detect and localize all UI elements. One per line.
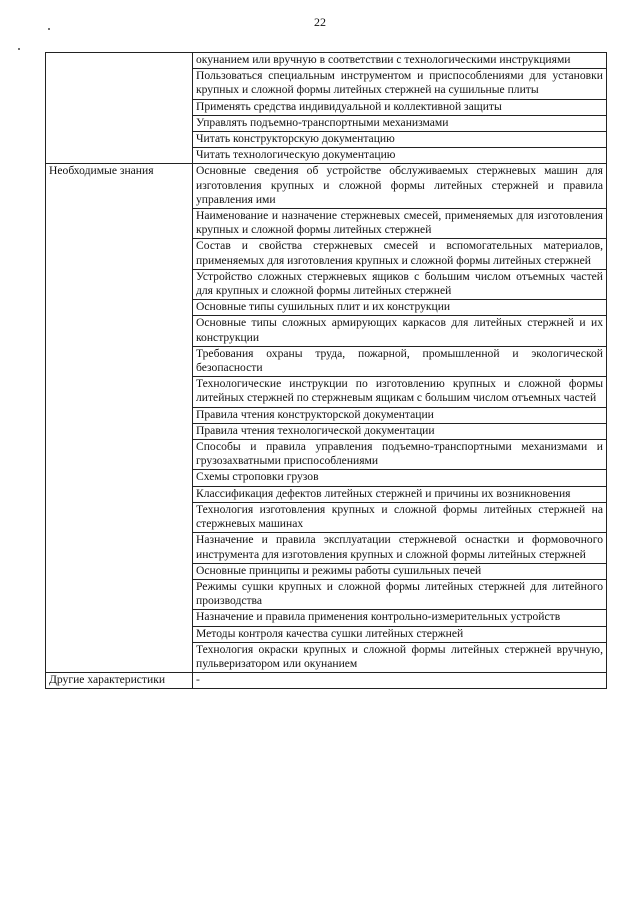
row-label-cell: Необходимые знания (46, 164, 193, 209)
row-label-cell (46, 470, 193, 486)
skills-row (46, 148, 607, 164)
row-text-cell: Основные сведения об устройстве обслуживаемых стержневых машин для изготовления крупных и сложной формы литейных стержней и правила управления ими (193, 164, 607, 209)
knowledge-row (46, 346, 607, 376)
row-label-cell (46, 69, 193, 99)
skills-row (46, 99, 607, 115)
knowledge-row (46, 579, 607, 609)
skills-row (46, 115, 607, 131)
row-text-cell: Основные принципы и режимы работы сушильных печей (193, 563, 607, 579)
row-label-cell (46, 132, 193, 148)
row-text-cell: Читать технологическую документацию (193, 148, 607, 164)
row-label-cell (46, 99, 193, 115)
knowledge-row (46, 610, 607, 626)
row-label-cell (46, 115, 193, 131)
knowledge-row (46, 316, 607, 346)
row-label-cell (46, 209, 193, 239)
row-text-cell: Наименование и назначение стержневых смесей, применяемых для изготовления крупных и сложной формы литейных стержней (193, 209, 607, 239)
row-label-cell (46, 610, 193, 626)
row-label-cell (46, 533, 193, 563)
knowledge-row (46, 377, 607, 407)
other-row (46, 673, 607, 689)
row-text-cell: Схемы строповки грузов (193, 470, 607, 486)
row-label-cell (46, 423, 193, 439)
row-text-cell: Правила чтения конструкторской документации (193, 407, 607, 423)
row-text-cell: Пользоваться специальным инструментом и приспособлениями для установки крупных и сложной формы литейных стержней на сушильные плиты (193, 69, 607, 99)
row-text-cell: Состав и свойства стержневых смесей и вспомогательных материалов, применяемых для изготовления крупных и сложной формы литейных стержней (193, 239, 607, 269)
knowledge-row (46, 423, 607, 439)
row-label-cell (46, 563, 193, 579)
row-text-cell: Управлять подъемно-транспортными механизмами (193, 115, 607, 131)
row-label-cell (46, 626, 193, 642)
row-text-cell: Способы и правила управления подъемно-транспортными механизмами и грузозахватными приспособлениями (193, 440, 607, 470)
knowledge-row (46, 626, 607, 642)
row-text-cell: Применять средства индивидуальной и коллективной защиты (193, 99, 607, 115)
knowledge-row (46, 642, 607, 672)
knowledge-row (46, 533, 607, 563)
row-text-cell: Основные типы сушильных плит и их конструкции (193, 300, 607, 316)
skills-row (46, 132, 607, 148)
skills-row (46, 53, 607, 69)
row-label-cell (46, 502, 193, 532)
knowledge-row (46, 300, 607, 316)
row-label-cell (46, 239, 193, 269)
row-text-cell: Читать конструкторскую документацию (193, 132, 607, 148)
row-label-cell (46, 407, 193, 423)
knowledge-row (46, 563, 607, 579)
row-label-cell (46, 440, 193, 470)
knowledge-row (46, 486, 607, 502)
knowledge-row (46, 407, 607, 423)
page-number: 22 (314, 15, 326, 29)
row-text-cell: Требования охраны труда, пожарной, промышленной и экологической безопасности (193, 346, 607, 376)
knowledge-row (46, 470, 607, 486)
row-text-cell: окунанием или вручную в соответствии с технологическими инструкциями (193, 53, 607, 69)
row-text-cell: Классификация дефектов литейных стержней и причины их возникновения (193, 486, 607, 502)
scan-speck (18, 48, 20, 50)
knowledge-row (46, 209, 607, 239)
row-label-cell (46, 300, 193, 316)
skills-row (46, 69, 607, 99)
row-text-cell: - (193, 673, 607, 689)
row-label-cell (46, 486, 193, 502)
row-text-cell: Правила чтения технологической документации (193, 423, 607, 439)
row-label-cell (46, 53, 193, 69)
knowledge-row (46, 502, 607, 532)
row-label-cell (46, 148, 193, 164)
row-text-cell: Основные типы сложных армирующих каркасов для литейных стержней и их конструкции (193, 316, 607, 346)
knowledge-row (46, 164, 607, 209)
row-text-cell: Назначение и правила эксплуатации стержневой оснастки и формовочного инструмента для изготовления крупных и сложной формы литейных стержней (193, 533, 607, 563)
row-label-cell (46, 269, 193, 299)
knowledge-row (46, 239, 607, 269)
row-label-cell (46, 642, 193, 672)
row-text-cell: Технологические инструкции по изготовлению крупных и сложной формы литейных стержней по стержневым ящикам с большим числом отъемных частей (193, 377, 607, 407)
row-text-cell: Технология окраски крупных и сложной формы литейных стержней вручную, пульверизатором или окунанием (193, 642, 607, 672)
row-text-cell: Технология изготовления крупных и сложной формы литейных стержней на стержневых машинах (193, 502, 607, 532)
row-text-cell: Методы контроля качества сушки литейных стержней (193, 626, 607, 642)
row-text-cell: Режимы сушки крупных и сложной формы литейных стержней для литейного производства (193, 579, 607, 609)
row-text-cell: Назначение и правила применения контрольно-измерительных устройств (193, 610, 607, 626)
qualification-table (45, 52, 607, 689)
row-label-cell (46, 377, 193, 407)
row-label-cell: Другие характеристики (46, 673, 193, 689)
knowledge-row (46, 269, 607, 299)
row-text-cell: Устройство сложных стержневых ящиков с большим числом отъемных частей для крупных и сложной формы литейных стержней (193, 269, 607, 299)
row-label-cell (46, 316, 193, 346)
row-label-cell (46, 346, 193, 376)
knowledge-row (46, 440, 607, 470)
row-label-cell (46, 579, 193, 609)
scan-speck (48, 28, 50, 30)
